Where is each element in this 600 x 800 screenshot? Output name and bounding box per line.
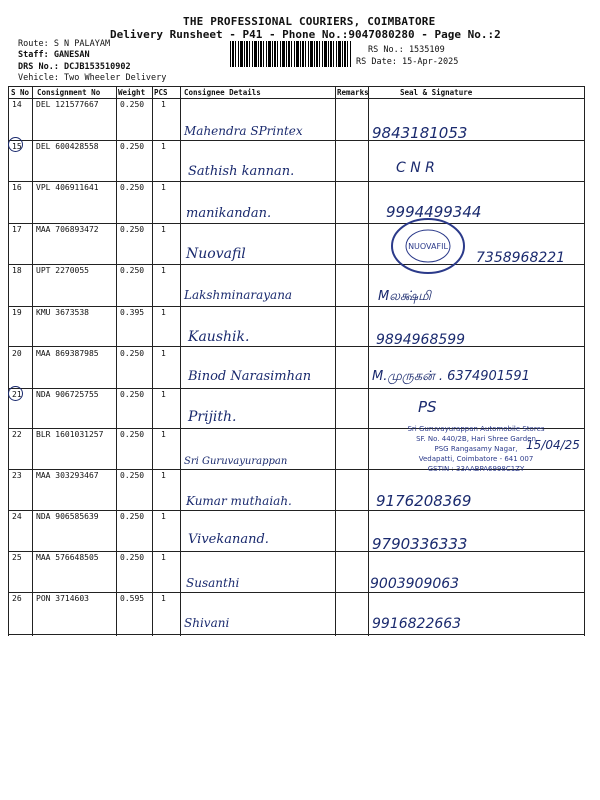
row-pcs: 1 bbox=[161, 225, 166, 234]
row-signature: 9843181053 bbox=[372, 124, 468, 142]
runsheet-title: Delivery Runsheet - P41 - Phone No.:9047080280 - Page No.:2 bbox=[110, 28, 501, 41]
row-consignee: Sathish kannan. bbox=[188, 164, 295, 179]
row-weight: 0.250 bbox=[120, 225, 145, 234]
row-sno: 16 bbox=[12, 183, 22, 192]
barcode bbox=[230, 41, 352, 67]
stamp-line-3: PSG Rangasamy Nagar, bbox=[434, 445, 518, 453]
row-consignee: Sri Guruvayurappan bbox=[184, 456, 288, 467]
row-sno: 20 bbox=[12, 349, 22, 358]
row-weight: 0.395 bbox=[120, 308, 145, 317]
row-weight: 0.250 bbox=[120, 183, 145, 192]
row-sno: 26 bbox=[12, 594, 22, 603]
stamp-line-1: Sri Guruvayurappan Automobile Stores bbox=[407, 425, 545, 433]
row-pcs: 1 bbox=[161, 553, 166, 562]
row-sno: 23 bbox=[12, 471, 22, 480]
row-sno: 25 bbox=[12, 553, 22, 562]
row-signature: 9003909063 bbox=[370, 576, 460, 592]
row-weight: 0.250 bbox=[120, 512, 145, 521]
row-consignee: Susanthi bbox=[186, 576, 240, 590]
rs-number: RS No.: 1535109 bbox=[368, 45, 445, 55]
runsheet-table bbox=[8, 86, 584, 636]
row-consignment: NDA 906725755 bbox=[36, 390, 99, 399]
round-seal-text: NUOVAFIL bbox=[408, 242, 448, 251]
row-consignment: VPL 406911641 bbox=[36, 183, 99, 192]
row-pcs: 1 bbox=[161, 390, 166, 399]
row-signature: M.முருகன் . 6374901591 bbox=[372, 369, 530, 384]
staff-label: Staff: GANESAN bbox=[18, 50, 90, 60]
row-consignment: BLR 1601031257 bbox=[36, 430, 104, 439]
row-signature: PS bbox=[418, 398, 437, 416]
row-consignment: MAA 869387985 bbox=[36, 349, 99, 358]
drs-number: DRS No.: DCJB153510902 bbox=[18, 62, 131, 72]
row-signature: C N R bbox=[396, 160, 435, 176]
row-sno: 21 bbox=[12, 390, 22, 399]
row-sno: 15 bbox=[12, 142, 22, 151]
row-weight: 0.595 bbox=[120, 594, 145, 603]
row-weight: 0.250 bbox=[120, 142, 145, 151]
company-title: THE PROFESSIONAL COURIERS, COIMBATORE bbox=[183, 15, 436, 28]
row-pcs: 1 bbox=[161, 594, 166, 603]
stamp-line-4: Vedapatti, Coimbatore - 641 007 bbox=[418, 455, 534, 463]
row-pcs: 1 bbox=[161, 308, 166, 317]
row-pcs: 1 bbox=[161, 430, 166, 439]
row-pcs: 1 bbox=[161, 183, 166, 192]
row-consignee: Mahendra SPrintex bbox=[184, 124, 303, 138]
row-signature: 9176208369 bbox=[376, 492, 472, 510]
row-consignee: Vivekanand. bbox=[188, 532, 269, 547]
row-weight: 0.250 bbox=[120, 100, 145, 109]
row-consignment: KMU 3673538 bbox=[36, 308, 89, 317]
row-pcs: 1 bbox=[161, 349, 166, 358]
row-signature: 9790336333 bbox=[372, 535, 468, 553]
row-pcs: 1 bbox=[161, 471, 166, 480]
row-signature: 15/04/25 bbox=[526, 438, 580, 452]
row-pcs: 1 bbox=[161, 142, 166, 151]
col-header-seal-signature: Seal & Signature bbox=[400, 88, 473, 97]
row-signature: 7358968221 bbox=[476, 250, 566, 266]
stamp-line-2: SF. No. 440/2B, Hari Shree Garden bbox=[416, 435, 536, 443]
row-sno: 18 bbox=[12, 266, 22, 275]
col-header-weight: Weight bbox=[118, 88, 146, 97]
row-consignment: DEL 600428558 bbox=[36, 142, 99, 151]
row-consignment: DEL 121577667 bbox=[36, 100, 99, 109]
row-sno: 17 bbox=[12, 225, 22, 234]
row-pcs: 1 bbox=[161, 100, 166, 109]
row-consignment: MAA 576648505 bbox=[36, 553, 99, 562]
row-sno: 19 bbox=[12, 308, 22, 317]
row-signature: 9916822663 bbox=[372, 616, 462, 632]
row-consignment: PON 3714603 bbox=[36, 594, 89, 603]
row-consignee: Binod Narasimhan bbox=[188, 369, 312, 384]
row-consignee: Lakshminarayana bbox=[184, 288, 293, 302]
row-weight: 0.250 bbox=[120, 430, 145, 439]
col-header-pcs: PCS bbox=[154, 88, 168, 97]
row-consignment: MAA 706893472 bbox=[36, 225, 99, 234]
route-label: Route: S N PALAYAM bbox=[18, 39, 111, 49]
row-signature: Mலக்ஷ்மி bbox=[378, 289, 431, 304]
row-pcs: 1 bbox=[161, 266, 166, 275]
vehicle-label: Vehicle: Two Wheeler Delivery bbox=[18, 73, 167, 83]
row-consignee: Kumar muthaiah. bbox=[186, 494, 292, 508]
row-weight: 0.250 bbox=[120, 390, 145, 399]
round-seal-icon bbox=[388, 216, 468, 276]
row-consignment: UPT 2270055 bbox=[36, 266, 89, 275]
row-signature: 9894968599 bbox=[376, 332, 466, 348]
row-consignee: Nuovafil bbox=[186, 246, 246, 262]
row-consignee: Prijith. bbox=[188, 409, 237, 425]
row-sno: 24 bbox=[12, 512, 22, 521]
row-consignee: Kaushik. bbox=[188, 329, 250, 345]
row-consignment: NDA 906585639 bbox=[36, 512, 99, 521]
row-sno: 22 bbox=[12, 430, 22, 439]
row-consignment: MAA 303293467 bbox=[36, 471, 99, 480]
col-header-remarks: Remarks bbox=[337, 88, 369, 97]
row-weight: 0.250 bbox=[120, 349, 145, 358]
stamp-line-5: GSTIN : 33AABPA6998C1ZY bbox=[427, 465, 525, 473]
row-weight: 0.250 bbox=[120, 471, 145, 480]
row-consignee: manikandan. bbox=[186, 206, 272, 221]
rs-date: RS Date: 15-Apr-2025 bbox=[356, 57, 459, 67]
col-header-consignee: Consignee Details bbox=[184, 88, 261, 97]
col-header-consignment: Consignment No bbox=[37, 88, 101, 97]
row-sno: 14 bbox=[12, 100, 22, 109]
col-header-sno: S No bbox=[11, 88, 30, 97]
row-pcs: 1 bbox=[161, 512, 166, 521]
row-consignee: Shivani bbox=[184, 616, 230, 630]
row-signature: 9994499344 bbox=[386, 203, 482, 221]
row-weight: 0.250 bbox=[120, 266, 145, 275]
row-weight: 0.250 bbox=[120, 553, 145, 562]
